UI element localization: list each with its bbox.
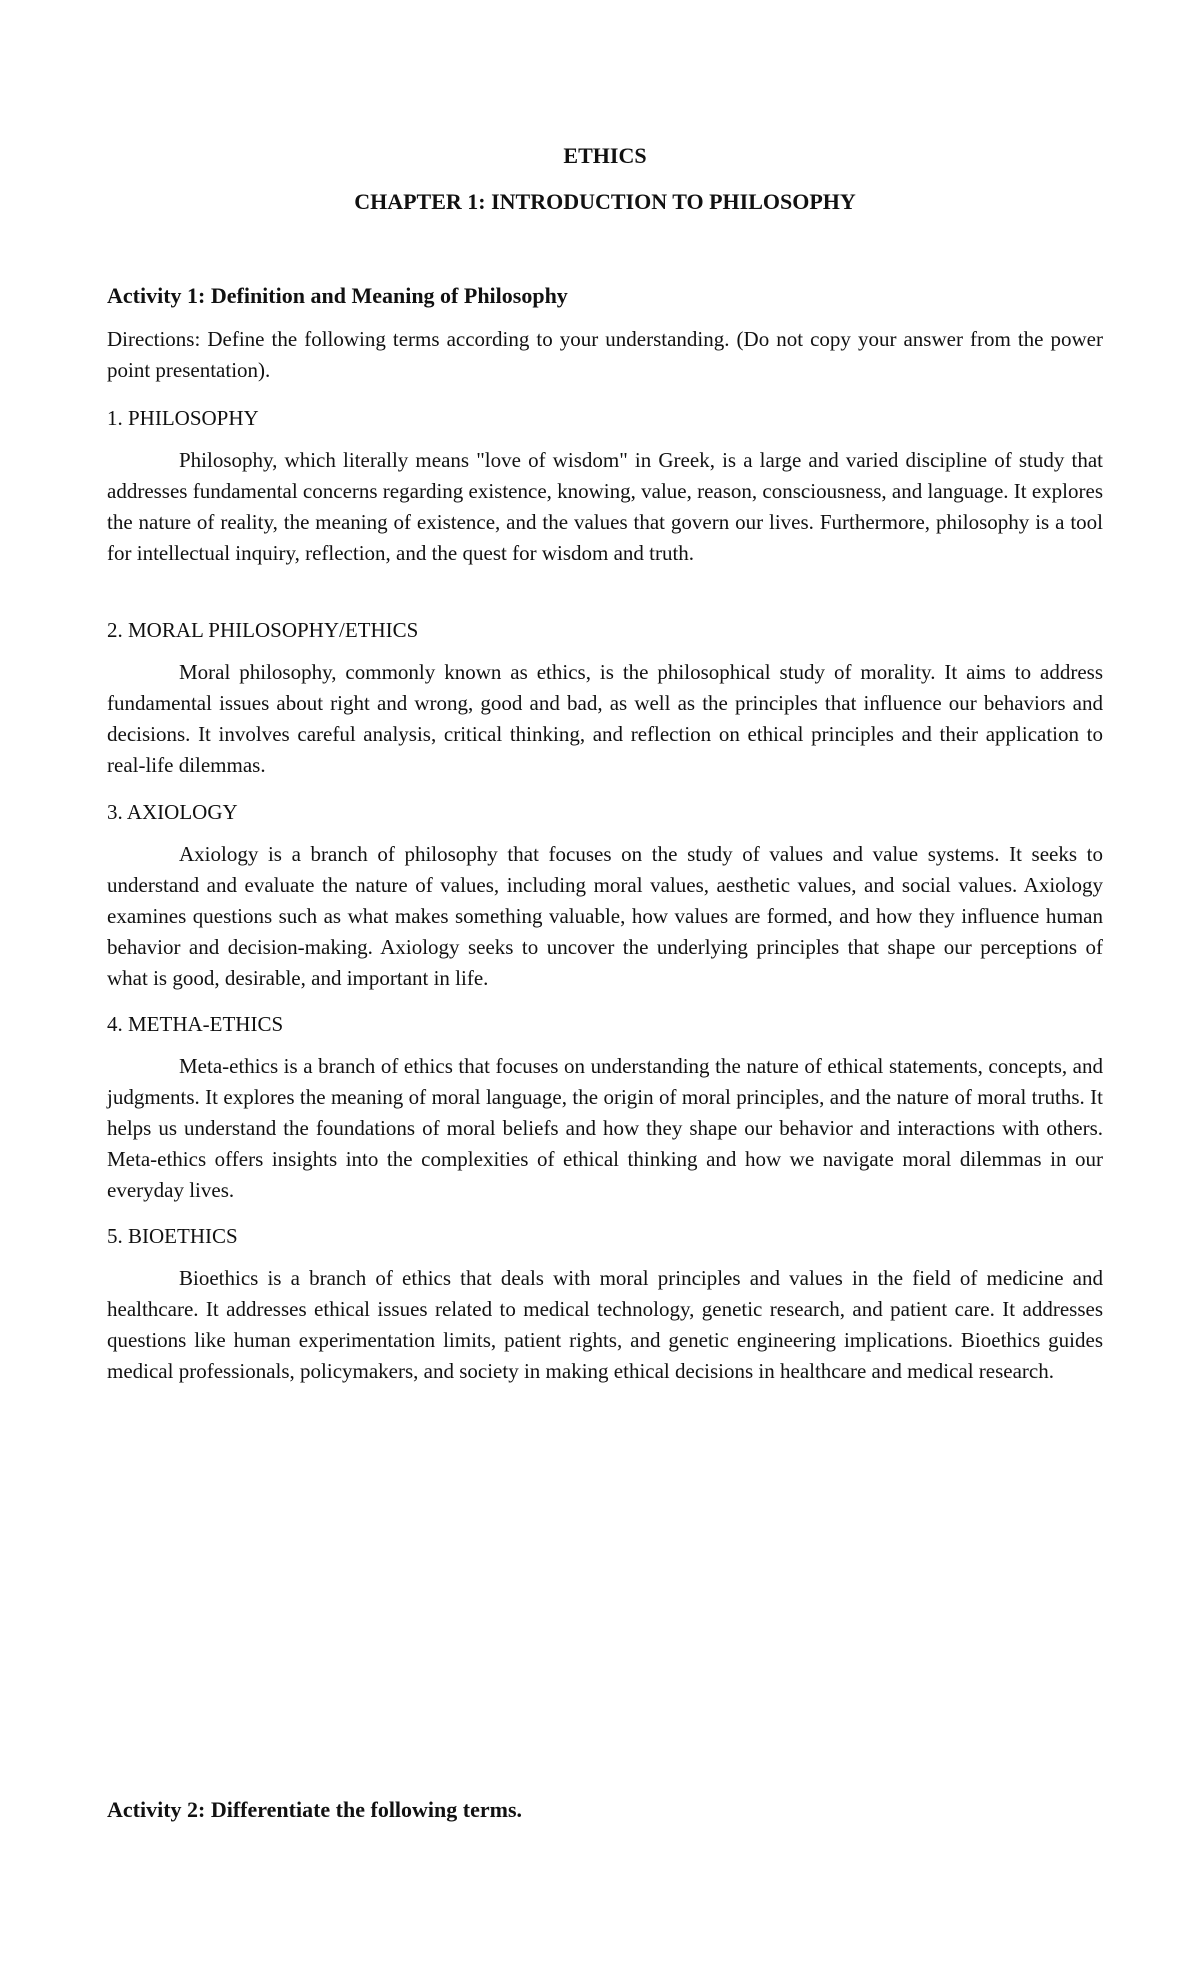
term-definition-moral-philosophy: Moral philosophy, commonly known as ethics, is the philosophical study of morality. It aims to address fundamental issues about right and wrong, good and bad, as well as the principles that influence our behaviors and decisions. It involves careful analysis, critical thinking, and reflection on ethical principles and their application to real-life dilemmas. xyxy=(107,660,1103,777)
term-label-axiology: 3. AXIOLOGY xyxy=(107,800,238,824)
directions-text: Directions: Define the following terms according to your understanding. (Do not copy your answer from the power point presentation). xyxy=(107,327,1103,382)
term-label-philosophy: 1. PHILOSOPHY xyxy=(107,406,259,430)
activity-1-heading: Activity 1: Definition and Meaning of Philosophy xyxy=(107,283,568,308)
term-definition-philosophy: Philosophy, which literally means "love of wisdom" in Greek, is a large and varied discipline of study that addresses fundamental concerns regarding existence, knowing, value, reason, consciousness, and language. It explores the nature of reality, the meaning of existence, and the values that govern our lives. Furthermore, philosophy is a tool for intellectual inquiry, reflection, and the quest for wisdom and truth. xyxy=(107,448,1104,565)
term-label-moral-philosophy: 2. MORAL PHILOSOPHY/ETHICS xyxy=(107,618,419,642)
chapter-title: CHAPTER 1: INTRODUCTION TO PHILOSOPHY xyxy=(354,189,856,214)
activity-2-heading: Activity 2: Differentiate the following terms. xyxy=(107,1797,523,1822)
term-label-meta-ethics: 4. METHA-ETHICS xyxy=(107,1012,284,1036)
term-label-bioethics: 5. BIOETHICS xyxy=(107,1224,238,1248)
term-definition-meta-ethics: Meta-ethics is a branch of ethics that focuses on understanding the nature of ethical statements, concepts, and judgments. It explores the meaning of moral language, the origin of moral principles, and the nature of moral truths. It helps us understand the foundations of moral beliefs and how they shape our behavior and interactions with others. Meta-ethics offers insights into the complexities of ethical thinking and how we navigate moral dilemmas in our everyday lives. xyxy=(107,1054,1103,1202)
term-definition-bioethics: Bioethics is a branch of ethics that deals with moral principles and values in the field of medicine and healthcare. It addresses ethical issues related to medical technology, genetic research, and patient care. It addresses questions like human experimentation limits, patient rights, and genetic engineering implications. Bioethics guides medical professionals, policymakers, and society in making ethical decisions in healthcare and medical research. xyxy=(107,1266,1103,1383)
term-definition-axiology: Axiology is a branch of philosophy that focuses on the study of values and value systems. It seeks to understand and evaluate the nature of values, including moral values, aesthetic values, and social values. Axiology examines questions such as what makes something valuable, how values are formed, and how they influence human behavior and decision-making. Axiology seeks to uncover the underlying principles that shape our perceptions of what is good, desirable, and important in life. xyxy=(107,842,1103,990)
document-title: ETHICS xyxy=(563,143,647,168)
